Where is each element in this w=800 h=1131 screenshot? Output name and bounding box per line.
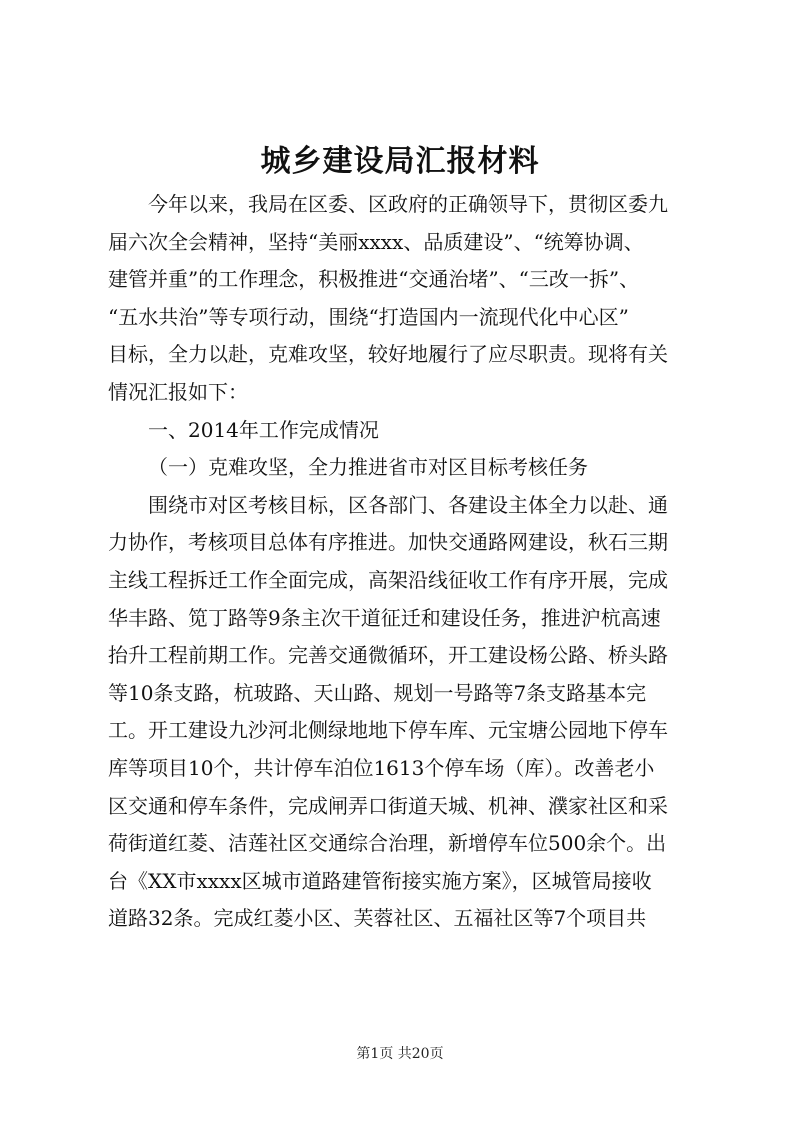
paragraph-line: 库等项目10个，共计停车泊位1613个停车场（库）。改善老小 bbox=[108, 755, 655, 780]
paragraph-line: 荷街道红菱、洁莲社区交通综合治理，新增停车位500余个。出 bbox=[108, 831, 667, 856]
paragraph-line: 目标，全力以赴，克难攻坚，较好地履行了应尽职责。现将有关 bbox=[108, 342, 668, 367]
paragraph-line: 力协作，考核项目总体有序推进。加快交通路网建设，秋石三期 bbox=[108, 530, 668, 555]
paragraph-line: 道路32条。完成红菱小区、芙蓉社区、五福社区等7个项目共 bbox=[108, 906, 647, 931]
paragraph-line: 华丰路、笕丁路等9条主次干道征迁和建设任务，推进沪杭高速 bbox=[108, 605, 661, 630]
paragraph-line: 抬升工程前期工作。完善交通微循环，开工建设杨公路、桥头路 bbox=[108, 643, 668, 668]
paragraph-line: 台《XX市xxxx区城市道路建管衔接实施方案》，区城管局接收 bbox=[108, 868, 652, 893]
document-title: 城乡建设局汇报材料 bbox=[260, 144, 540, 179]
paragraph-line: 今年以来，我局在区委、区政府的正确领导下，贯彻区委九 bbox=[148, 192, 668, 216]
paragraph-line: “五水共治”等专项行动，围绕“打造国内一流现代化中心区” bbox=[108, 304, 629, 329]
paragraph-line: 等10条支路，杭玻路、天山路、规划一号路等7条支路基本完 bbox=[108, 680, 647, 705]
paragraph-line: 工。开工建设九沙河北侧绿地地下停车库、元宝塘公园地下停车 bbox=[108, 718, 668, 743]
page-footer: 第1页 共20页 bbox=[356, 1046, 444, 1062]
paragraph-line: 建管并重”的工作理念，积极推进“交通治堵”、“三改一拆”、 bbox=[108, 267, 640, 292]
paragraph-line: 区交通和停车条件，完成闸弄口街道天城、机神、濮家社区和采 bbox=[108, 793, 668, 818]
paragraph-line: 情况汇报如下： bbox=[108, 379, 248, 404]
subsection-heading: （一）克难攻坚，全力推进省市对区目标考核任务 bbox=[148, 455, 588, 480]
paragraph-line: 届六次全会精神，坚持“美丽xxxx、品质建设”、“统筹协调、 bbox=[108, 229, 644, 254]
section-heading: 一、2014年工作完成情况 bbox=[148, 417, 379, 442]
document-body bbox=[108, 186, 692, 938]
paragraph-line: 围绕市对区考核目标，区各部门、各建设主体全力以赴、通 bbox=[148, 492, 668, 517]
paragraph-line: 主线工程拆迁工作全面完成，高架沿线征收工作有序开展，完成 bbox=[108, 567, 668, 592]
